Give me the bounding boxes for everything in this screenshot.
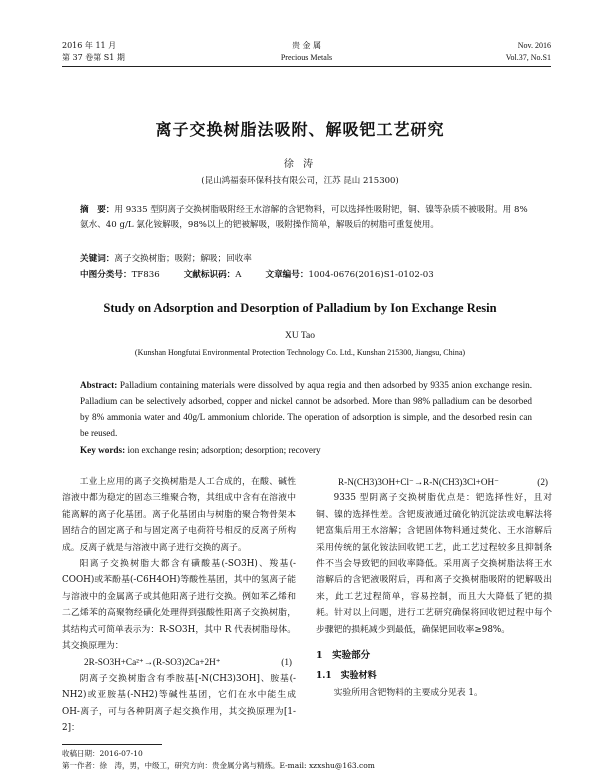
body-paragraph: 阳离子交换树脂大都含有磺酸基(-SO3H)、羧基(-COOH)或苯酚基(-C6H4OH)等酸性基团，其中的氢离子能与溶液中的金属离子或其他阳离子进行交换。例如苯乙烯和二乙烯苯的高聚物经磺化处理得到强酸性阳离子交换树脂，其结构式可简单表示为：R-SO3H，其中 R 代表树脂母体。其交换原理为：: [62, 559, 296, 652]
footnote-divider: [62, 744, 162, 745]
header-volume-en: Vol.37, No.S1: [505, 53, 551, 62]
keywords-en-text: ion exchange resin; adsorption; desorption; recovery: [127, 445, 321, 455]
doc-code-value: A: [235, 270, 242, 280]
article-number-label: 文章编号：: [265, 270, 309, 280]
header-date: 2016 年 11 月: [62, 41, 117, 50]
abstract-cn-label: 摘 要：: [80, 205, 115, 215]
footnote-author: 第一作者：徐 涛，男，中级工，研究方向：贵金属分离与精炼。E-mail: xzxshu@163.com: [62, 761, 375, 770]
equation-2-number: (2): [537, 477, 548, 487]
journal-name-en: Precious Metals: [280, 53, 333, 62]
affiliation-en: (Kunshan Hongfutai Environmental Protection Technology Co. Ltd., Kunshan 215300, Jiangsu, China): [134, 348, 466, 357]
header-date-en: Nov. 2016: [517, 41, 551, 50]
author-en: XU Tao: [284, 331, 316, 341]
equation-2: [316, 474, 552, 490]
doc-code-label: 文献标识码：: [183, 270, 236, 280]
journal-name-cn: 贵 金 属: [291, 41, 322, 50]
abstract-en-label: Abstract:: [80, 380, 118, 390]
equation-1-formula: 2R-SO3H+Ca²⁺→(R-SO3)2Ca+2H⁺: [84, 657, 221, 668]
body-paragraph: 阴离子交换树脂含有季胺基[-N(CH3)3OH]、胺基(-NH2)或亚胺基(-NH2)等碱性基团，它们在水中能生成 OH-离子，可与各种阴离子起交换作用，其交换原理为[1-2]：: [62, 673, 296, 734]
keywords-cn-label: 关键词：: [80, 254, 115, 264]
subsection-heading: 1.1 实验材料: [316, 671, 377, 682]
header-center: [62, 40, 551, 64]
equation-1: [62, 654, 296, 670]
clc-label: 中图分类号：: [80, 270, 132, 280]
abstract-cn: [80, 203, 532, 233]
author-cn: 徐 涛: [283, 159, 317, 170]
running-header: [62, 40, 551, 67]
header-volume: 第 37 卷第 S1 期: [62, 53, 125, 62]
clc-value: TF836: [131, 270, 160, 280]
body-paragraph: 9335 型阴离子交换树脂优点是：钯选择性好，且对铜、镍的选择性差。含钯废液通过硫化钠沉淀法或电解法将钯富集后用王水溶解；含钯固体物料通过焚化、王水溶解后采用传统的氯化铵法回收钯工艺，此工艺过程较多且抑制条件不当会导致钯的回收率降低。采用离子交换树脂法将王水溶解后的含钯液吸附后，再和离子交换树脂吸附的钯解吸出来，此工艺过程简单，容易控制，而且大大降低了钯的损耗。针对以上问题，进行工艺研究确保将回收钯过程中每个步骤钯的损耗减少到最低，确保钯回收率≥98%。: [316, 493, 552, 635]
article-number-value: 1004-0676(2016)S1-0102-03: [308, 270, 434, 280]
equation-2-formula: R-N(CH3)3OH+Cl⁻→R-N(CH3)3Cl+OH⁻: [338, 477, 499, 487]
paper-title-en: Study on Adsorption and Desorption of Palladium by Ion Exchange Resin: [103, 301, 497, 315]
section-heading: 1 实验部分: [316, 650, 371, 662]
classification-line: [80, 268, 532, 282]
affiliation-cn: (昆山鸿福泰环保科技有限公司，江苏 昆山 215300): [201, 176, 399, 186]
body-paragraph: 工业上应用的离子交换树脂是人工合成的，在酸、碱性溶液中都为稳定的固态三维聚合物，其组成中含有在溶液中能离解的离子化基团。离子化基团由与树脂的聚合物骨架本固结合的固定离子和与固定离子电荷符号相反的反离子所构成。反离子就是与溶液中离子进行交换的离子。: [62, 477, 296, 553]
body-column-left: [62, 474, 296, 737]
equation-1-number: (1): [281, 657, 292, 668]
header-right: [506, 40, 551, 64]
keywords-cn-text: 离子交换树脂；吸附；解吸；回收率: [114, 254, 252, 264]
body-paragraph: 实验所用含钯物料的主要成分见表 1。: [333, 687, 483, 698]
body-column-right: [316, 474, 552, 701]
abstract-en: [80, 377, 532, 441]
abstract-cn-text: 用 9335 型阴离子交换树脂吸附经王水溶解的含钯物料，可以选择性吸附钯，铜、镍等杂质不被吸附。用 8%氨水、40 g/L 氯化铵解吸，98%以上的钯被解吸，吸附操作简单，解吸后的树脂可重复使用。: [80, 205, 528, 230]
keywords-en: [80, 443, 532, 457]
keywords-cn: [80, 252, 532, 266]
keywords-en-label: Key words:: [80, 445, 126, 455]
abstract-en-text: Palladium containing materials were dissolved by aqua regia and then adsorbed by 9335 anion exchange resin. Palladium can be selectively adsorbed, copper and nickel cannot be adsorbed. More than 98% palladium can be desorbed by 8% ammonia water and 40g/L ammonium chloride. The operation of adsorption is simple, and the desorbed resin can be reused.: [80, 380, 533, 438]
paper-title-cn: 离子交换树脂法吸附、解吸钯工艺研究: [155, 120, 445, 139]
footnote-received: 收稿日期：2016-07-10: [62, 749, 143, 758]
